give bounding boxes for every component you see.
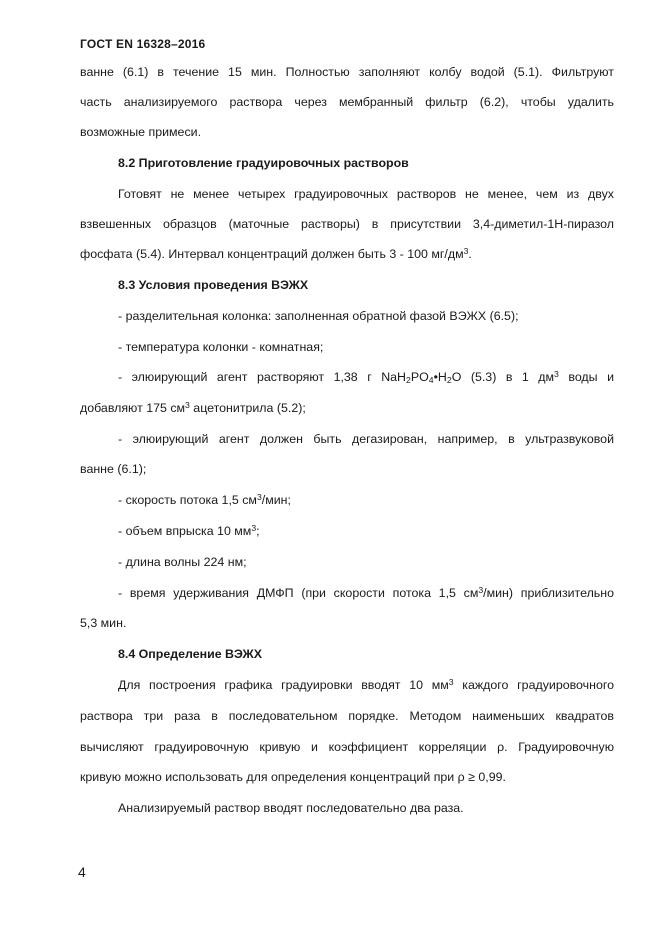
paragraph-line: часть анализируемого раствора через мембранный фильтр (6.2), чтобы удалить bbox=[80, 95, 614, 109]
section-heading-8-3: 8.3 Условия проведения ВЭЖХ bbox=[118, 278, 309, 292]
list-item: - время удерживания ДМФП (при скорости потока 1,5 $см^3/мин$) приблизительно bbox=[118, 585, 614, 600]
list-item: - скорость потока 1,5 $см^3$/мин; bbox=[118, 492, 291, 507]
list-item: - температура колонки - комнатная; bbox=[118, 340, 324, 354]
paragraph-line: Анализируемый раствор вводят последовательно два раза. bbox=[118, 801, 464, 815]
paragraph-line: вычисляют градуировочную кривую и коэффициент корреляции ρ. Градуировочную bbox=[80, 740, 614, 754]
section-heading-8-4: 8.4 Определение ВЭЖХ bbox=[118, 647, 262, 661]
list-item: - длина волны 224 нм; bbox=[118, 555, 247, 569]
paragraph-line: кривую можно использовать для определения концентраций при ρ ≥ 0,99. bbox=[80, 770, 506, 784]
list-item-continuation: добавляют 175 $см^3$ ацетонитрила (5.2); bbox=[80, 400, 306, 415]
document-header: ГОСТ EN 16328–2016 bbox=[80, 37, 206, 51]
paragraph-line: ванне (6.1) в течение 15 мин. Полностью заполняют колбу водой (5.1). Фильтруют bbox=[80, 65, 614, 79]
list-item-continuation: ванне (6.1); bbox=[80, 462, 147, 476]
list-item: - элюирующий агент растворяют 1,38 г $NaH_2PO_4•H_2O$ (5.3) в 1 $дм^3$ воды и bbox=[118, 369, 614, 386]
list-item-continuation: 5,3 мин. bbox=[80, 616, 127, 630]
paragraph-line: раствора три раза в последовательном порядке. Методом наименьших квадратов bbox=[80, 709, 614, 723]
section-heading-8-2: 8.2 Приготовление градуировочных растворов bbox=[118, 156, 409, 170]
list-item: - элюирующий агент должен быть дегазирован, например, в ультразвуковой bbox=[118, 432, 614, 446]
list-item: - объем впрыска 10 $мм^3$; bbox=[118, 523, 260, 538]
page-number: 4 bbox=[78, 864, 86, 880]
paragraph-line: Для построения графика градуировки вводят 10 $мм^3$ каждого градуировочного bbox=[118, 677, 614, 692]
paragraph-line: взвешенных образцов (маточные растворы) в присутствии 3,4-диметил-1Н-пиразол bbox=[80, 217, 614, 231]
paragraph-line: фосфата (5.4). Интервал концентраций должен быть 3 - 100 $мг/дм^3$. bbox=[80, 246, 472, 261]
paragraph-line: возможные примеси. bbox=[80, 125, 202, 139]
list-item: - разделительная колонка: заполненная обратной фазой ВЭЖХ (6.5); bbox=[118, 309, 519, 323]
paragraph-line: Готовят не менее четырех градуировочных растворов не менее, чем из двух bbox=[118, 187, 614, 201]
